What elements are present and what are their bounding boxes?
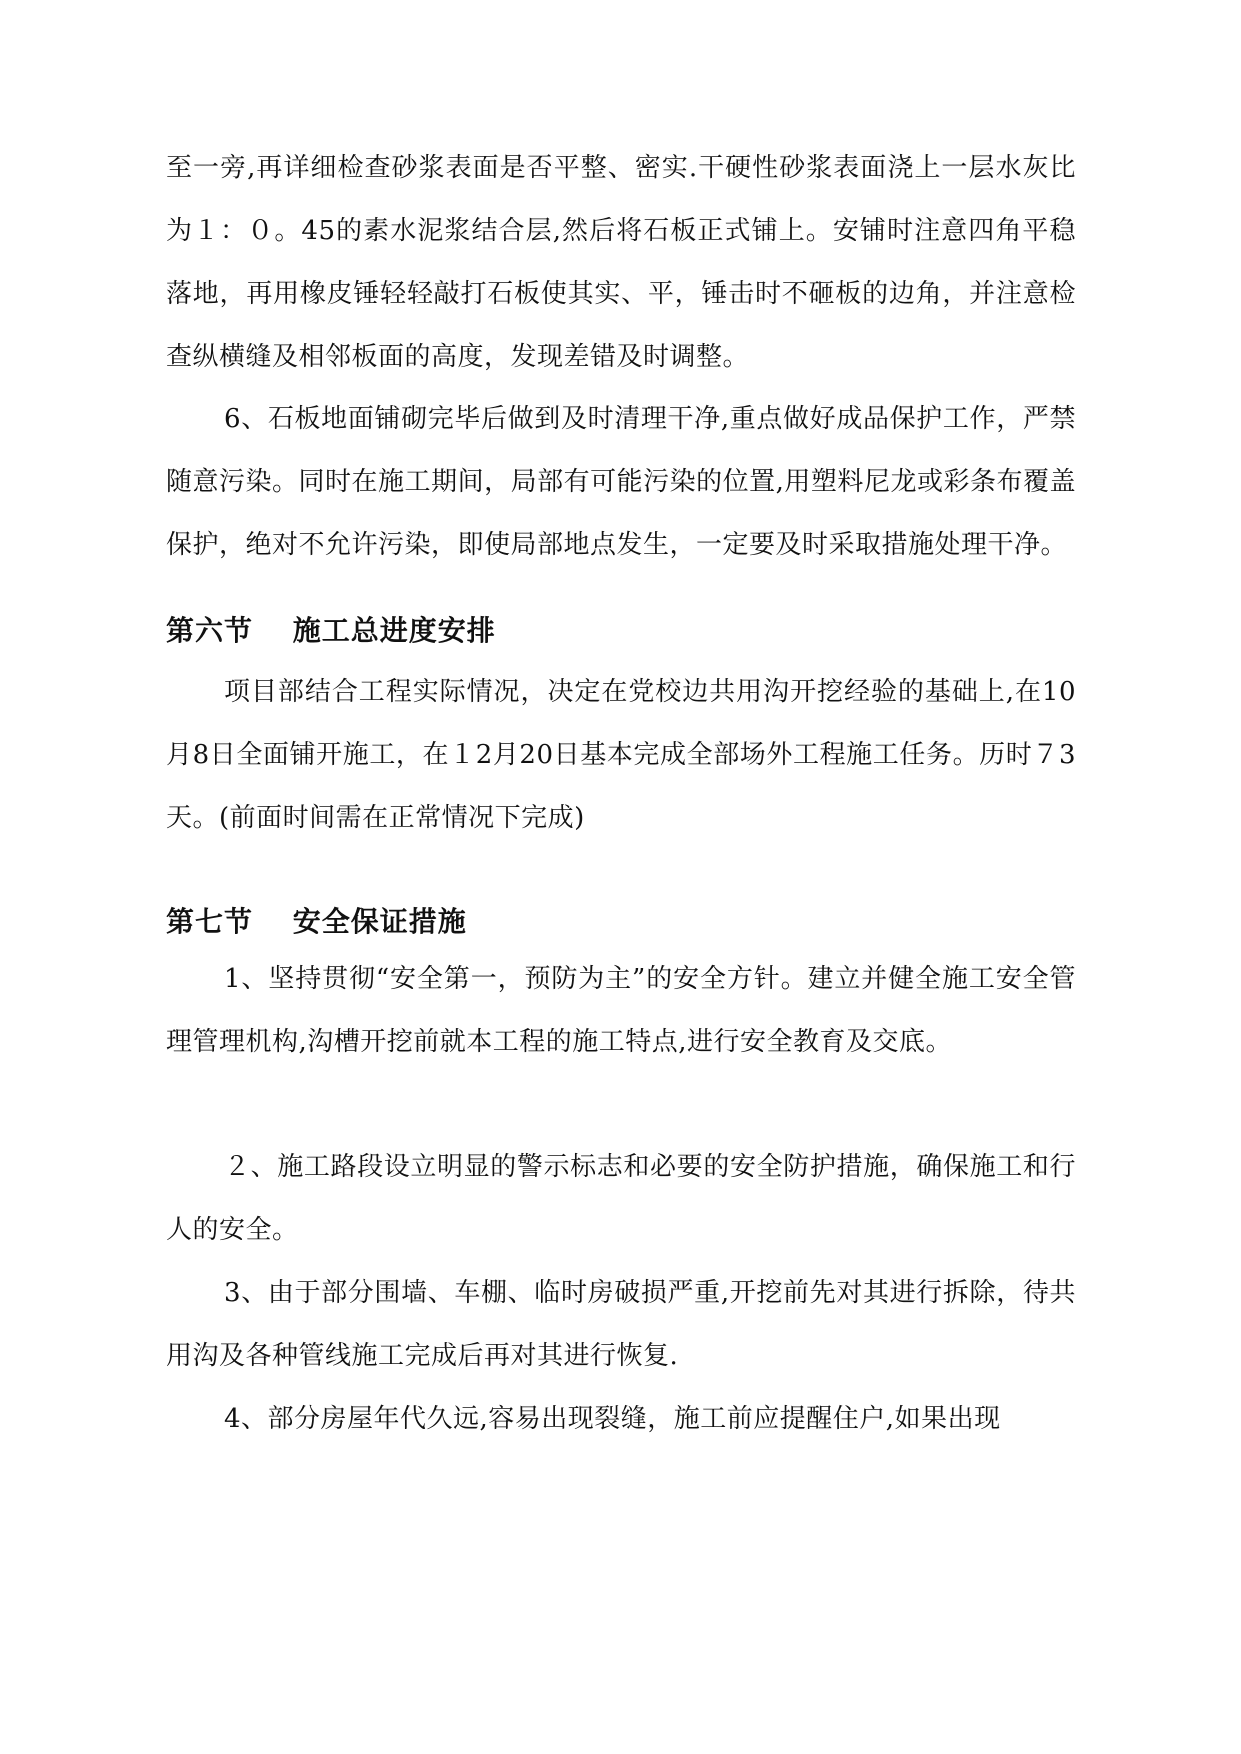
paragraph-safety-3: 3、由于部分围墙、车棚、临时房破损严重,开挖前先对其进行拆除，待共用沟及各种管线施工完成后再对其进行恢复. [166,1278,1076,1371]
section-heading-schedule: 第六节 施工总进度安排 [166,614,496,647]
paragraph-safety-2: ２、施工路段设立明显的警示标志和必要的安全防护措施，确保施工和行人的安全。 [166,1152,1076,1245]
section-heading-safety: 第七节 安全保证措施 [166,905,467,938]
paragraph-stone-protection: 6、石板地面铺砌完毕后做到及时清理干净,重点做好成品保护工作，严禁随意污染。同时在施工期间，局部有可能污染的位置,用塑料尼龙或彩条布覆盖保护，绝对不允许污染，即使局部地点发生，一定要及时采取措施处理干净。 [166,404,1076,560]
paragraph-schedule: 项目部结合工程实际情况，决定在党校边共用沟开挖经验的基础上,在10月8日全面铺开施工，在１2月20日基本完成全部场外工程施工任务。历时７3天。(前面时间需在正常情况下完成) [166,677,1076,833]
paragraph-mortar-laying: 至一旁,再详细检查砂浆表面是否平整、密实.干硬性砂浆表面浇上一层水灰比为１：０。45的素水泥浆结合层,然后将石板正式铺上。安铺时注意四角平稳落地，再用橡皮锤轻轻敲打石板使其实、平，锤击时不砸板的边角，并注意检查纵横缝及相邻板面的高度，发现差错及时调整。 [166,153,1076,372]
paragraph-safety-4: 4、部分房屋年代久远,容易出现裂缝，施工前应提醒住户,如果出现 [224,1404,1001,1434]
paragraph-safety-1: 1、坚持贯彻“安全第一，预防为主”的安全方针。建立并健全施工安全管理管理机构,沟槽开挖前就本工程的施工特点,进行安全教育及交底。 [166,964,1076,1057]
